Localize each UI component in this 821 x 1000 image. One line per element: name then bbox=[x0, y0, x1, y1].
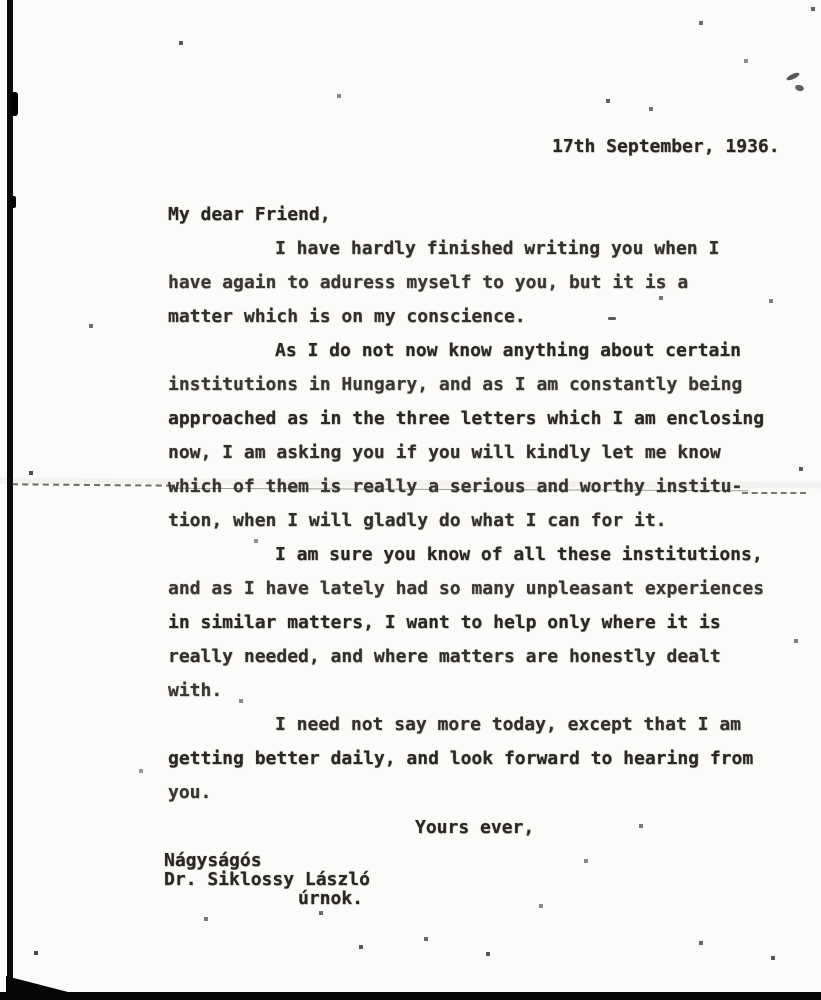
body-line: matter which is on my conscience. bbox=[168, 306, 526, 327]
body-line: I have hardly finished writing you when I bbox=[275, 238, 720, 259]
scan-edge-blob bbox=[11, 92, 18, 116]
body-line: and as I have lately had so many unpleasant experiences bbox=[168, 578, 765, 599]
body-line: with. bbox=[168, 680, 223, 701]
scan-corner-wedge bbox=[6, 976, 68, 992]
body-line-creased: which of them is really a serious and worthy institu- bbox=[168, 476, 743, 497]
body-line: really needed, and where matters are honestly dealt bbox=[168, 646, 721, 667]
body-line: have again to aduress myself to you, but it is a bbox=[168, 272, 689, 293]
body-line: you. bbox=[168, 782, 212, 803]
body-line: tion, when I will gladly do what I can for it. bbox=[168, 510, 667, 531]
scan-edge-blob bbox=[11, 196, 16, 208]
body-line: now, I am asking you if you will kindly let me know bbox=[168, 442, 721, 463]
scan-edge-left-strip bbox=[7, 0, 13, 1000]
body-line: approached as in the three letters which I am enclosing bbox=[168, 408, 765, 429]
scan-edge-bottom-strip bbox=[0, 992, 821, 1000]
signature-name: Dr. Siklossy László bbox=[164, 869, 370, 890]
salutation: My dear Friend, bbox=[168, 204, 331, 225]
letter-closing: Yours ever, bbox=[415, 817, 535, 838]
letter-date: 17th September, 1936. bbox=[552, 136, 780, 157]
ink-smudge bbox=[786, 71, 801, 81]
paper-speckles bbox=[0, 0, 2, 2]
ink-smudge bbox=[794, 84, 804, 92]
signature-block bbox=[164, 851, 370, 908]
body-line: getting better daily, and look forward to hearing from bbox=[168, 748, 754, 769]
body-line: I am sure you know of all these institutions, bbox=[275, 544, 763, 565]
signature-honorific: Nágyságós bbox=[164, 850, 262, 871]
fold-crease-left-dashes bbox=[12, 483, 172, 486]
body-line: As I do not now know anything about certain bbox=[275, 340, 741, 361]
body-line: institutions in Hungary, and as I am constantly being bbox=[168, 374, 743, 395]
body-line: I need not say more today, except that I am bbox=[275, 714, 741, 735]
letter-body bbox=[168, 198, 788, 810]
body-line: in similar matters, I want to help only where it is bbox=[168, 612, 721, 633]
signature-title: úrnok. bbox=[298, 888, 364, 909]
